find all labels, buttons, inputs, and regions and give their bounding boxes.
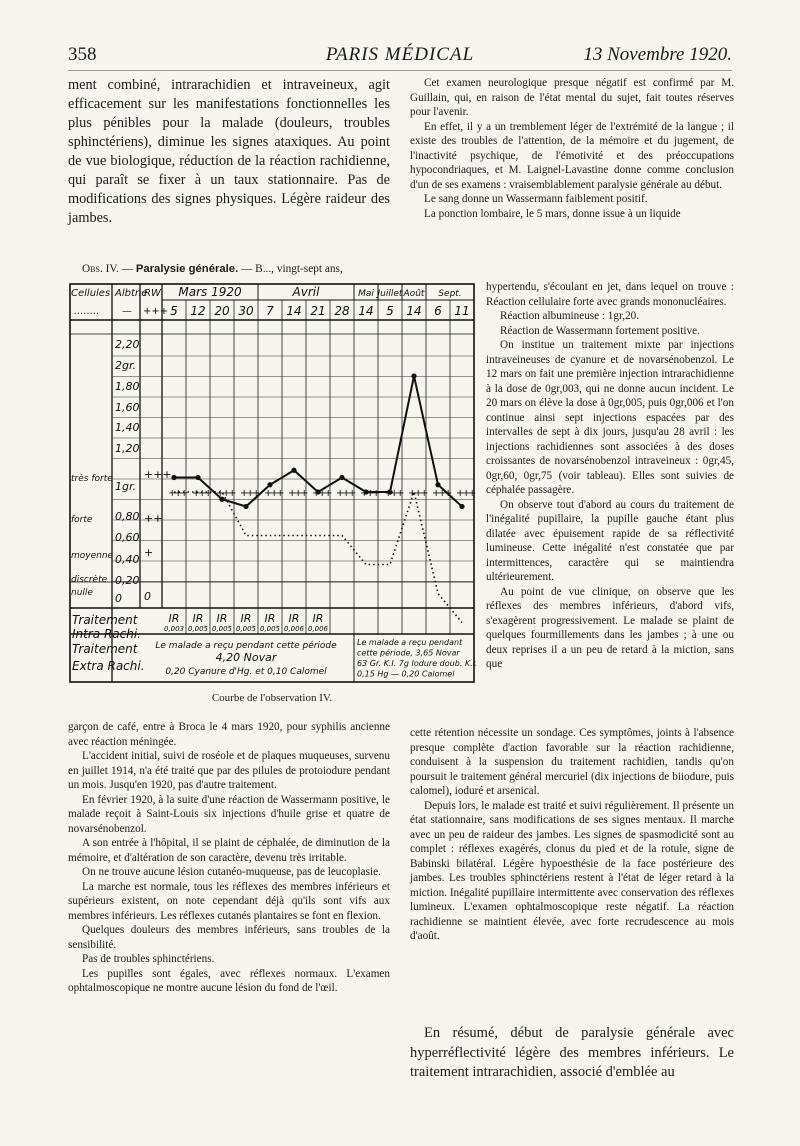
date-tick-label: 5 (170, 304, 178, 318)
paragraph: ment combiné, intrarachidien et intraveineux, agit efficacement sur les manifestations fonctionnelles les plus pénibles pour la malade (douleurs, troubles sphinctériens), diminue les signes ataxiques. Au point de vue biologique, réduction de la réaction rachidienne, qui paraît se fixer à un taux stationnaire. Pas de modifications des signes physiques. Légère raideur des jambes. (68, 77, 390, 226)
wassermann-cross: + (324, 488, 333, 499)
paragraph: Quelques douleurs des membres inférieurs, sans troubles de la sensibilité. (68, 924, 390, 951)
month-label: Juillet (377, 289, 403, 299)
date-tick-label: 28 (334, 304, 350, 318)
wassermann-cross: + (240, 488, 249, 499)
y-tick-label: 0,20 (115, 574, 140, 587)
date-tick-label: 30 (238, 304, 254, 318)
extra-treatment-text: cette période, 3,65 Novar (357, 648, 460, 658)
y-tick-label: 1,60 (115, 401, 140, 414)
header-albumin: Albtne (115, 288, 148, 299)
cell-level-label: discrète (71, 575, 108, 585)
wassermann-cross: + (168, 488, 177, 499)
albumin-point (291, 468, 296, 473)
paragraph: Pas de troubles sphinctériens. (82, 953, 215, 965)
rw-tick-label: 0 (144, 590, 151, 603)
wassermann-cross: + (342, 488, 351, 499)
header-rw: RW (144, 288, 161, 299)
obs-diagnosis: Paralysie générale. (135, 263, 239, 275)
header-cells: Cellules (71, 288, 111, 299)
cell-level-label: nulle (71, 588, 93, 598)
wassermann-cross: + (180, 488, 189, 499)
obs-sep: — (118, 263, 136, 275)
y-tick-label: 0,40 (115, 553, 140, 566)
date-tick-label: 14 (406, 304, 422, 318)
month-label: Août (403, 289, 425, 299)
wassermann-cross: + (216, 488, 225, 499)
wassermann-cross: + (174, 488, 183, 499)
paragraph: En résumé, début de paralysie générale avec hyperréflectivité légère des membres inférieurs. Le traitement intrarachidien, associé d'emblée au (410, 1025, 734, 1080)
header-dash: — (122, 306, 132, 317)
intra-row-label: Intra Rachi. (72, 627, 141, 641)
extra-row-label: Traitement (72, 642, 138, 656)
wassermann-cross: + (420, 488, 429, 499)
albumin-point (195, 475, 200, 480)
observation-title (68, 262, 390, 277)
left-bottom-column (68, 720, 390, 996)
month-label: Mars 1920 (178, 285, 242, 299)
wassermann-cross: + (432, 488, 441, 499)
paragraph: Au point de vue clinique, on observe que les réflexes des membres inférieurs, d'abord vifs, s'exagèrent progressivement. Le malade se plaint de quelques fourmillements dans les jambes ; à une ou deux reprises il a un peu de retard à la miction, sans que (486, 585, 734, 670)
chart-svg (68, 282, 476, 684)
obs-patient: — B..., vingt-sept ans, (238, 263, 343, 275)
extra-treatment-text: 63 Gr. K.I. 7g Iodure doub. K. (357, 659, 473, 668)
right-top-column (410, 76, 734, 221)
date-tick-label: 11 (454, 304, 470, 318)
extra-treatment-text: 4,20 Novar (215, 651, 277, 664)
y-tick-label: 1,80 (115, 380, 140, 393)
month-label: Sept. (438, 289, 462, 299)
wassermann-cross: + (336, 488, 345, 499)
right-bottom-column (410, 726, 734, 944)
extra-treatment-text: 0,15 Hg — 0,20 Calomel (357, 669, 455, 679)
intra-injection-label: IR (264, 612, 276, 625)
obs-label: Obs. IV. (82, 263, 119, 275)
extra-treatment-text: Le malade a reçu pendant cette période (155, 641, 337, 651)
wassermann-cross: + (288, 488, 297, 499)
y-tick-label: 0,80 (115, 510, 140, 523)
wassermann-cross: + (222, 488, 231, 499)
paragraph: Réaction de Wassermann fortement positive. (500, 324, 700, 337)
chart-marks (168, 373, 476, 622)
cell-level-label: forte (71, 515, 93, 525)
intra-dose-label: 0,005 (235, 625, 257, 633)
albumin-series-line (174, 376, 465, 507)
paragraph: Le sang donne un Wassermann faiblement positif. (424, 193, 648, 205)
date-tick-label: 14 (358, 304, 374, 318)
rw-tick-label: + (144, 546, 154, 559)
paragraph: Cet examen neurologique presque négatif est confirmé par M. Guillain, qui, en raison de l'état mental du sujet, fait toutes réserves pour l'avenir. (410, 77, 734, 118)
albumin-point (411, 373, 416, 378)
wassermann-cross: + (390, 488, 399, 499)
paragraph: A son entrée à l'hôpital, il se plaint de céphalée, de diminution de la mémoire, et d'altération de son caractère, devenu très irritable. (68, 837, 390, 864)
intra-dose-label: 0,005 (259, 625, 281, 633)
paragraph: L'accident initial, suivi de roséole et de plaques muqueuses, survenu en juillet 1914, n'a été traité que par des pilules de protoiodure pendant un mois. Jusqu'en 1920, pas d'autre traitement. (68, 750, 390, 791)
paragraph: En effet, il y a un tremblement léger de l'extrémité de la langue ; il existe des troubles de l'attention, de la mémoire et du jugement, de l'inactivité psychique, de l'émotivité et des préoccupations hypocondriaques, et M. Laignel-Lavastine donne comme conclusion d'un de ses examens : vraisemblablement paralysie générale au début. (410, 120, 734, 191)
wassermann-cross: + (318, 488, 327, 499)
extra-treatment-text: 0,20 Cyanure d'Hg. et 0,10 Calomel (165, 667, 327, 677)
intra-injection-label: IR (216, 612, 228, 625)
intra-dose-label: 0,005 (211, 625, 233, 633)
right-mid-column (486, 280, 734, 672)
header-dots: ........ (74, 306, 100, 317)
y-tick-label: 0 (115, 592, 122, 605)
paragraph: Depuis lors, le malade est traité et suivi régulièrement. Il présente un état stationnaire, sans modifications de ses signes mentaux. Il marche avec un peu de raideur des jambes. Les signes de spasmodicité sont au complet : réflexes exagérés, clonus du pied et de la rotule, signe de Babinski bilatéral. Légère hypoesthésie de la face postérieure des jambes. Les troubles sphinctériens restent à l'état de léger retard à la miction. Inégalité pupillaire intermittente avec conservation des réflexes lumineux. L'examen ophtalmoscopique reste négatif. La réaction rachidienne se maintient élevée, avec forte recrudescence au mois d'août. (410, 799, 734, 942)
wassermann-cross: + (444, 488, 453, 499)
header-crosses: +++ (143, 306, 169, 317)
y-tick-label: 1gr. (115, 480, 136, 493)
date-tick-label: 5 (386, 304, 394, 318)
wassermann-cross: + (348, 488, 357, 499)
wassermann-cross: + (192, 488, 201, 499)
wassermann-cross: + (276, 488, 285, 499)
date-tick-label: 20 (214, 304, 230, 318)
extra-row-label: Extra Rachi. (72, 659, 145, 673)
journal-title: PARIS MÉDICAL (325, 44, 475, 65)
paragraph: hypertendu, s'écoulant en jet, dans lequel on trouve : Réaction cellulaire forte avec grands mononucléaires. (486, 281, 734, 308)
paragraph: garçon de café, entre à Broca le 4 mars 1920, pour syphilis ancienne avec réaction méningée. (68, 721, 390, 748)
month-label: Avril (292, 285, 320, 299)
wassermann-cross: + (228, 488, 237, 499)
intra-dose-label: 0,003 (163, 625, 185, 633)
paragraph: On institue un traitement mixte par injections intraveineuses de cyanure et de novarsénobenzol. Le 12 mars on fait une première injection intrarachidienne à la dose de 0gr,003, qui ne donne aucun incident. Le 20 mars on élève la dose à 0gr,005, puis 0gr,006 et l'on continue ainsi sept injections espacées par des intervalles de sept à dix jours, jusqu'au 28 avril : les injections rachidiennes sont associées à des doses croissantes de novarsénobenzol intraveineux : 0gr,45, 0gr,60, 0gr,75 (voir tableau). Elles sont suivies de céphalée passagère. (486, 339, 734, 496)
wassermann-cross: + (384, 488, 393, 499)
paragraph: La marche est normale, tous les réflexes des membres inférieurs et supérieurs existent, on note cependant déjà qu'ils sont vifs aux membres inférieurs. Les réflexes cutanés plantaires se font en flexion. (68, 880, 390, 922)
paragraph: On observe tout d'abord au cours du traitement de l'inégalité pupillaire, la pupille gauche étant plus dilatée avec épuisement rapide de sa réflectivité lumineuse. Cette inégalité n'est constatée que par intermittences, caractère qui se maintiendra ultérieurement. (486, 498, 734, 583)
date-tick-label: 6 (434, 304, 442, 318)
date-tick-label: 21 (310, 304, 326, 318)
wassermann-cross: + (252, 488, 261, 499)
paragraph: On ne trouve aucune lésion cutanéo-muqueuse, pas de leucoplasie. (82, 866, 381, 878)
date-tick-label: 14 (286, 304, 302, 318)
page-number: 358 (68, 44, 97, 65)
issue-date: 13 Novembre 1920. (583, 44, 732, 65)
date-tick-label: 7 (266, 304, 274, 318)
intra-injection-label: IR (168, 612, 180, 625)
rw-tick-label: +++ (144, 468, 172, 481)
y-tick-label: 2,20 (115, 338, 140, 351)
albumin-point (267, 482, 272, 487)
wassermann-cross: + (198, 488, 207, 499)
month-label: Mai (358, 289, 374, 299)
paragraph: Les pupilles sont égales, avec réflexes normaux. L'examen ophtalmoscopique ne montre aucune lésion du fond de l'œil. (68, 967, 390, 994)
paragraph: En février 1920, à la suite d'une réaction de Wassermann positive, le malade reçoit à Saint-Louis six injections d'huile grise et quatre de novarsénobenzol. (68, 793, 390, 835)
wassermann-cross: + (312, 488, 321, 499)
intra-injection-label: IR (240, 612, 252, 625)
y-tick-label: 1,20 (115, 442, 140, 455)
wassermann-cross: + (462, 488, 471, 499)
albumin-point (171, 475, 176, 480)
wassermann-cross: + (204, 488, 213, 499)
wassermann-cross: + (396, 488, 405, 499)
intra-injection-label: IR (288, 612, 300, 625)
wassermann-cross: + (270, 488, 279, 499)
wassermann-cross: + (372, 488, 381, 499)
wassermann-cross: + (246, 488, 255, 499)
albumin-point (243, 504, 248, 509)
cells-series-line (174, 492, 462, 623)
observation-chart (68, 282, 476, 684)
left-top-column (68, 76, 390, 228)
date-tick-label: 12 (190, 304, 206, 318)
intra-row-label: Traitement (72, 613, 138, 627)
wassermann-cross: + (438, 488, 447, 499)
wassermann-cross: + (300, 488, 309, 499)
extra-treatment-text: Le malade a reçu pendant (357, 638, 463, 647)
intra-injection-label: IR (312, 612, 324, 625)
intra-injection-label: IR (192, 612, 204, 625)
wassermann-cross: + (264, 488, 273, 499)
y-tick-label: 1,40 (115, 421, 140, 434)
y-tick-label: 2gr. (115, 359, 136, 372)
albumin-point (339, 475, 344, 480)
intra-dose-label: 0,005 (187, 625, 209, 633)
wassermann-cross: + (408, 488, 417, 499)
summary-paragraph (410, 1024, 734, 1083)
albumin-point (459, 504, 464, 509)
wassermann-cross: + (360, 488, 369, 499)
cell-level-label: moyenne (71, 551, 114, 561)
paragraph: Réaction albumineuse : 1gr,20. (500, 310, 640, 322)
y-tick-label: 0,60 (115, 531, 140, 544)
intra-dose-label: 0,006 (283, 625, 305, 633)
albumin-point (435, 482, 440, 487)
paragraph: cette rétention nécessite un sondage. Ces symptômes, joints à l'absence presque complète d'action favorable sur la réaction rachidienne, conduisent à la suspension du traitement rachidien, tandis qu'on poursuit le traitement général mercuriel (dix injections de biiodure, puis calomel), ioduré et arsenical. (410, 727, 734, 797)
chart-caption: Courbe de l'observation IV. (211, 692, 333, 704)
rw-tick-label: ++ (144, 512, 163, 525)
page-header (68, 44, 732, 71)
paragraph: La ponction lombaire, le 5 mars, donne issue à un liquide (424, 207, 681, 220)
cell-level-label: très forte (71, 474, 113, 484)
wassermann-cross: + (468, 488, 476, 499)
wassermann-cross: + (414, 488, 423, 499)
wassermann-cross: + (294, 488, 303, 499)
wassermann-cross: + (366, 488, 375, 499)
wassermann-cross: + (456, 488, 465, 499)
intra-dose-label: 0,006 (307, 625, 329, 633)
